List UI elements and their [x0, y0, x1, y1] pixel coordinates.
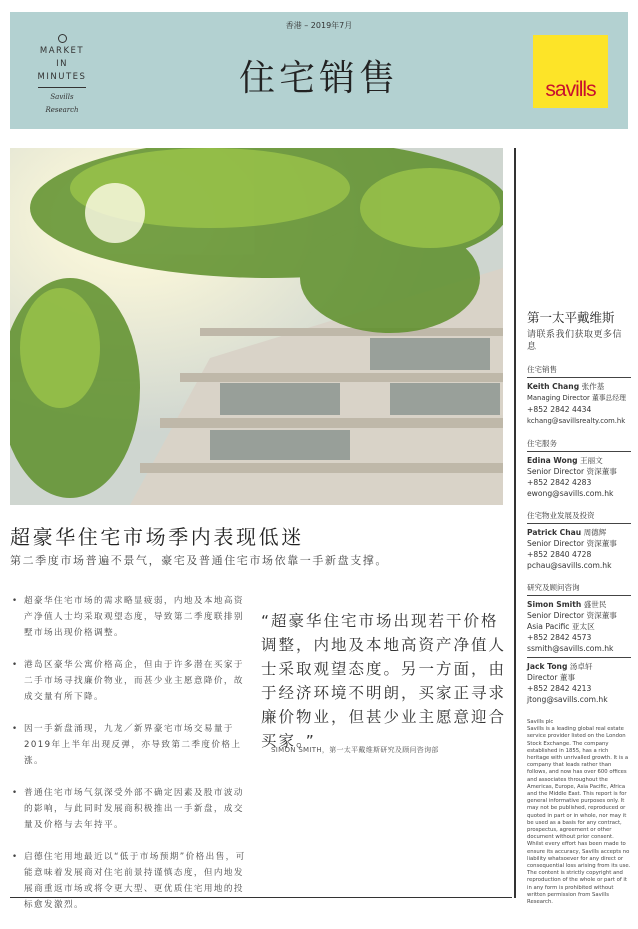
contact-sidebar: [527, 308, 631, 906]
page-title: 住宅销售: [238, 58, 399, 99]
series-line: MARKET: [39, 46, 85, 56]
contact-role: Managing Director 董事总经理: [527, 394, 626, 402]
article-subheadline: 第二季度市场普遍不景气，豪宅及普通住宅市场依靠一手新盘支撑。: [10, 554, 388, 567]
org-name: 第一太平戴维斯: [527, 310, 615, 325]
contact-card: [527, 661, 631, 705]
contact-role: Director 董事: [527, 673, 576, 682]
section-title: 住宅服务: [527, 438, 631, 452]
contact-role: Senior Director 资深董事: [527, 467, 617, 476]
sidebar-divider: [514, 148, 516, 898]
list-item: • 因一手新盘涌现，九龙／新界豪宅市场交易量于2019年上半年出现反弹，亦导致第二季度价格上涨。: [10, 721, 250, 769]
contact-email[interactable]: kchang@savillsrealty.com.hk: [527, 417, 626, 425]
disclaimer-text: Savills is a leading global real estate service provider listed on the London Stock Exchange. The company established in 1855, has a rich heritage with unrivalled growth. It is a company that leads rather than follows, and now has over 600 offices and associates throughout the Americas, Europe, Asia Pacific, Africa and the Middle East. This report is for general informative purposes only. It may not be published, reproduced or quoted in part or in whole, nor may it be used as a basis for any contract, prospectus, agreement or other document without prior consent. Whilst every effort has been made to ensure its accuracy, Savills accepts no liability whatsoever for any direct or consequential loss arising from its use. The content is strictly copyright and reproduction of the whole or part of it in any form is prohibited without written permission from Savills Research.: [527, 726, 631, 906]
disclaimer-title: Savills plc: [527, 719, 554, 725]
contact-name: Simon Smith: [527, 600, 582, 609]
contact-email[interactable]: pchau@savills.com.hk: [527, 561, 612, 570]
contact-card: [527, 527, 631, 571]
contact-card: [527, 599, 631, 658]
contact-role: Senior Director 资深董事: [527, 611, 617, 620]
contact-cn-name: 周德辉: [583, 528, 607, 537]
contact-role: Senior Director 资深董事: [527, 539, 617, 548]
contact-name: Patrick Chau: [527, 528, 582, 537]
contact-phone: +852 2842 4283: [527, 478, 592, 487]
contact-email[interactable]: jtong@savills.com.hk: [527, 695, 608, 704]
contact-cn-name: 张作基: [581, 382, 605, 391]
contact-phone: +852 2840 4728: [527, 550, 592, 559]
hero-photo: [10, 148, 503, 505]
contact-cn-name: 盛世民: [583, 600, 607, 609]
list-item: • 超豪华住宅市场的需求略显疲弱，内地及本地高资产净值人士均采取观望态度，导致第二季度联排别墅市场出现价格调整。: [10, 593, 250, 641]
article-headline: 超豪华住宅市场季内表现低迷: [10, 525, 304, 549]
list-item: • 港岛区豪华公寓价格高企，但由于许多潜在买家于二手市场寻找廉价物业，而甚少业主愿意降价，故成交量有所下降。: [10, 657, 250, 705]
section-title: 住宅销售: [527, 364, 631, 378]
contact-email[interactable]: ewong@savills.com.hk: [527, 489, 614, 498]
contact-cn-name: 汤卓轩: [569, 662, 593, 671]
pull-quote: “超豪华住宅市场出现若干价格调整，内地及本地高资产净值人士采取观望态度。另一方面，由于经济环境不明朗，买家正寻求廉价物业，但甚少业主愿意迎合买家。”: [261, 612, 507, 750]
savills-logo: [533, 35, 608, 108]
contact-region: Asia Pacific 亚太区: [527, 622, 595, 631]
contact-cta: 请联系我们获取更多信息: [527, 330, 623, 352]
report-date: 香港 – 2019年7月: [285, 21, 353, 30]
divider: [10, 897, 512, 898]
contact-phone: +852 2842 4213: [527, 684, 592, 693]
disclaimer: [527, 719, 631, 906]
contact-card: [527, 381, 631, 427]
contact-card: [527, 455, 631, 499]
contact-phone: +852 2842 4434: [527, 405, 592, 414]
series-line: IN: [56, 59, 68, 69]
logo-text: savills: [545, 78, 596, 101]
header-banner: [10, 12, 628, 129]
contact-name: Keith Chang: [527, 382, 580, 391]
key-points-list: [10, 593, 250, 929]
clock-icon: [58, 34, 67, 43]
section-title: 住宅物业发展及投资: [527, 510, 631, 524]
list-item: • 普通住宅市场气氛深受外部不确定因素及股市波动的影响，与此同时发展商积极推出一手新盘，成交量及价格与去年持平。: [10, 785, 250, 833]
contact-name: Jack Tong: [527, 662, 568, 671]
quote-attribution: SIMON SMITH，第一太平戴维斯研究及顾问咨询部: [271, 746, 439, 754]
series-subtitle: Savills Research: [45, 93, 79, 114]
contact-cn-name: 王丽文: [580, 456, 603, 465]
section-title: 研究及顾问咨询: [527, 582, 631, 596]
contact-name: Edina Wong: [527, 456, 578, 465]
list-item: • 启德住宅用地最近以“低于市场预期”价格出售，可能意味着发展商对住宅前景持谨慎态度，但内地发展商重返市场或将令更大型、更优质住宅用地的投标愈发激烈。: [10, 849, 250, 913]
contact-email[interactable]: ssmith@savills.com.hk: [527, 644, 614, 653]
series-line: MINUTES: [37, 72, 87, 82]
contact-phone: +852 2842 4573: [527, 633, 592, 642]
